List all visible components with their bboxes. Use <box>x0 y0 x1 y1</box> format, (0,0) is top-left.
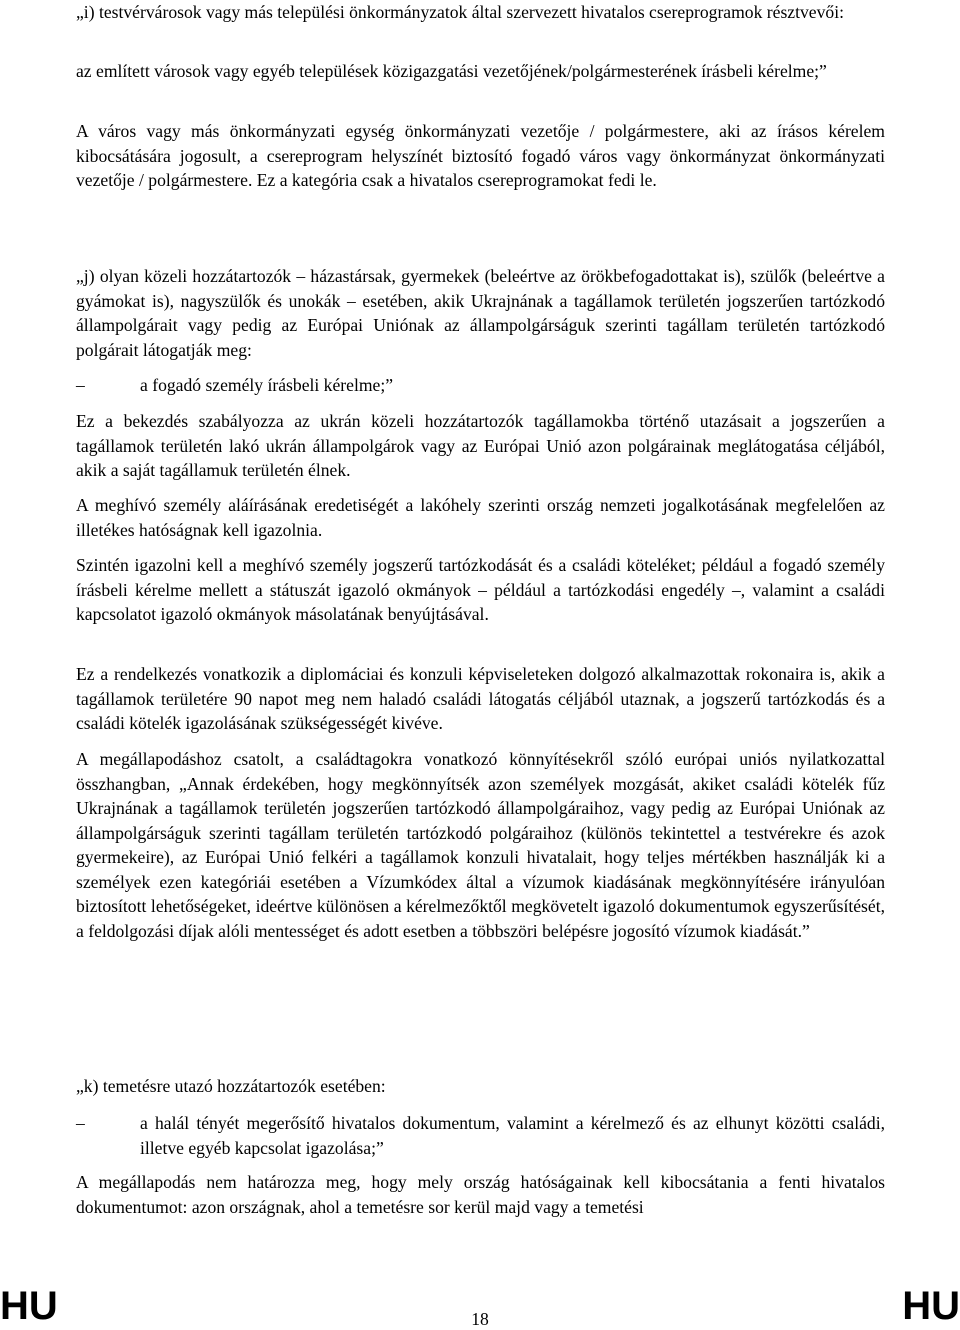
dash-item-k <box>76 1111 885 1160</box>
paragraph-i-requirement: az említett városok vagy egyéb települések közigazgatási vezetőjének/polgármesterének írásbeli kérelme;” <box>76 61 827 81</box>
paragraph-j-signature: A meghívó személy aláírásának eredetiségét a lakóhely szerinti ország nemzeti jogalkotásának megfelelően az illetékes hatóságnak kell igazolnia. <box>76 495 885 540</box>
dash-mark: – <box>76 375 85 395</box>
paragraph-j-heading: „j) olyan közeli hozzátartozók – házastársak, gyermekek (beleértve az örökbefogadottakat is), szülők (beleértve a gyámokat is), nagyszülők és unokák – esetében, akik Ukrajnának a tagállamok területén jogszerűen tartózkodó állampolgárait vagy pedig az Európai Uniónak az állampolgárságuk szerinti tagállam területén tartózkodó polgárait látogatják meg: <box>76 266 885 360</box>
dash-mark: – <box>76 1113 85 1133</box>
page-number: 18 <box>471 1309 489 1329</box>
paragraph-k-heading: „k) temetésre utazó hozzátartozók esetében: <box>76 1076 386 1096</box>
paragraph-k-explanation: A megállapodás nem határozza meg, hogy mely ország hatóságainak kell kibocsátania a fenti hivatalos dokumentumot: azon országnak, ahol a temetésre sor kerül majd vagy a temetési <box>76 1172 885 1217</box>
dash-item-j <box>76 373 885 398</box>
paragraph-j-declaration: A megállapodáshoz csatolt, a családtagokra vonatkozó könnyítésekről szóló európai uniós nyilatkozattal összhangban, „Annak érdekében, hogy megkönnyítsék azon személyek mozgását, akiket családi kötelék fűz Ukrajnának a tagállamok területén jogszerűen tartózkodó állampolgáraihoz, vagy pedig az Európai Uniónak az állampolgárságuk szerinti tagállam területén tartózkodó polgáraihoz (különös tekintettel a testvérekre és azok gyermekeire), az Európai Unió felkéri a tagállamok konzuli hivatalait, hogy teljes mértékben használják ki a személyek ezen kategóriái esetében a Vízumkódex által a vízumok kiadásának megkönnyítésére irányulóan biztosított lehetőségeket, ideértve különösen a kérelmezőktől megkövetelt igazoló dokumentumok egyszerűsítését, a feldolgozási díjak alóli mentességet és adott esetben a többszöri belépésre jogosító vízumok kiadását.” <box>76 749 885 941</box>
dash-item-text: a fogadó személy írásbeli kérelme;” <box>140 375 394 395</box>
paragraph-j-proof: Szintén igazolni kell a meghívó személy jogszerű tartózkodását és a családi köteléket; például a fogadó személy írásbeli kérelme mellett a státuszát igazoló okmányok – például a tartózkodási engedély –, valamint a családi kapcsolatot igazoló okmányok másolatának benyújtásával. <box>76 555 885 624</box>
paragraph-j-scope: Ez a bekezdés szabályozza az ukrán közeli hozzátartozók tagállamokba történő utazásait a jogszerűen a tagállamok területén lakó ukrán állampolgárok vagy az Európai Unió azon polgárainak meglátogatása céljából, akik a saját tagállamuk területén élnek. <box>76 411 885 480</box>
paragraph-i-heading: „i) testvérvárosok vagy más települési önkormányzatok által szervezett hivatalos csereprogramok résztvevői: <box>76 2 844 22</box>
paragraph-j-diplomatic: Ez a rendelkezés vonatkozik a diplomáciai és konzuli képviseleteken dolgozó alkalmazottak rokonaira is, akik a tagállamok területére 90 napot meg nem haladó családi látogatás céljából utaznak, a jogszerű tartózkodás és a családi kötelék igazolásának szükségességét kivéve. <box>76 664 885 733</box>
paragraph-i-explanation: A város vagy más önkormányzati egység önkormányzati vezetője / polgármestere, aki az írásos kérelem kibocsátására jogosult, a csereprogram helyszínét biztosító fogadó város vagy önkormányzat önkormányzati vezetője / polgármestere. Ez a kategória csak a hivatalos csereprogramokat fedi le. <box>76 121 885 190</box>
footer-language-right: HU <box>902 1284 960 1328</box>
dash-item-text: a halál tényét megerősítő hivatalos dokumentum, valamint a kérelmező és az elhunyt közötti családi, illetve egyéb kapcsolat igazolása;” <box>140 1113 885 1158</box>
footer-language-left: HU <box>0 1284 58 1328</box>
